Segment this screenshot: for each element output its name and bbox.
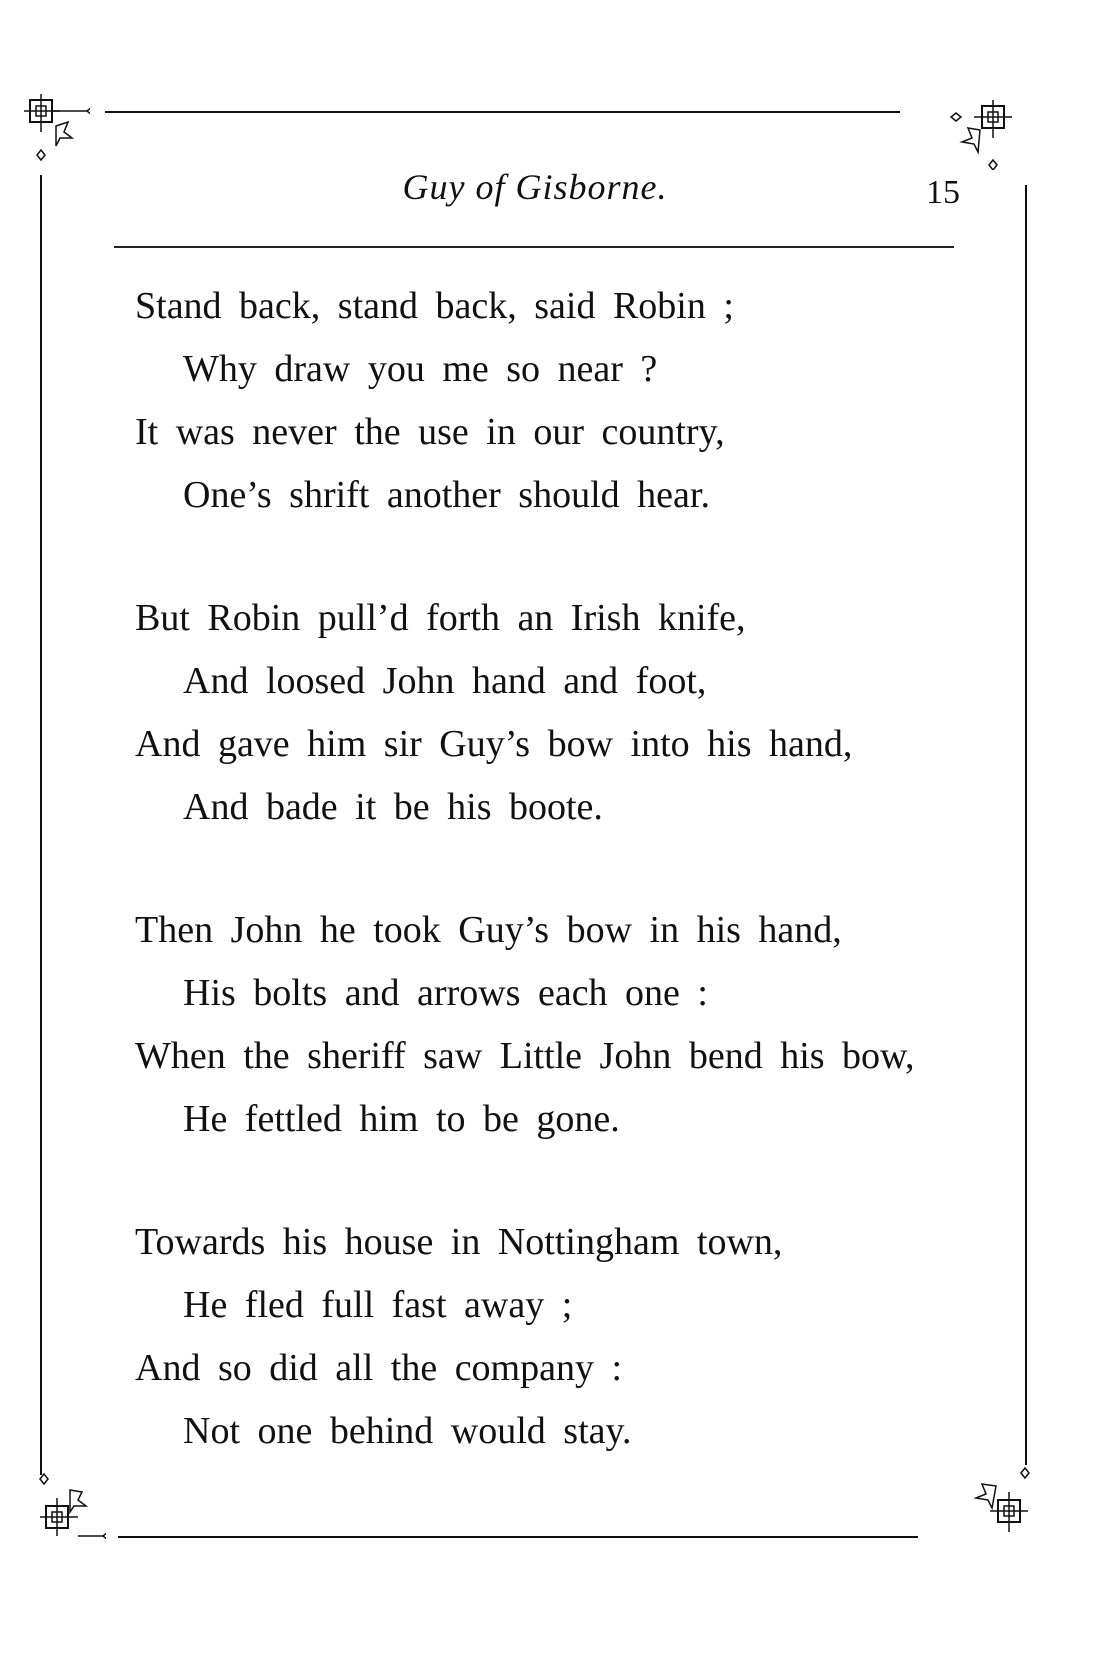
page-number: 15: [926, 174, 960, 211]
corner-ornament-top-right-icon: [950, 100, 1020, 170]
verse-line: Stand back, stand back, said Robin ;: [135, 285, 734, 327]
verse-line: Towards his house in Nottingham town,: [135, 1221, 783, 1263]
verse-line: And loosed John hand and foot,: [183, 660, 707, 702]
verse-line: But Robin pull’d forth an Irish knife,: [135, 597, 746, 639]
running-header: [110, 160, 960, 220]
verse-line: And bade it be his boote.: [183, 786, 603, 828]
header-rule: [114, 246, 954, 248]
stanza-4: [135, 1211, 995, 1463]
verse-line: His bolts and arrows each one :: [183, 972, 708, 1014]
verse-line: When the sheriff saw Little John bend his bow,: [135, 1035, 915, 1077]
verse-line: He fettled him to be gone.: [183, 1098, 620, 1140]
verse-line: Then John he took Guy’s bow in his hand,: [135, 909, 842, 951]
verse-line: Why draw you me so near ?: [183, 348, 658, 390]
stanza-2: [135, 587, 995, 839]
verse-line: And gave him sir Guy’s bow into his hand,: [135, 723, 853, 765]
running-title: Guy of Gisborne.: [402, 167, 668, 207]
verse-line: Not one behind would stay.: [183, 1410, 632, 1452]
corner-ornament-bottom-left-icon: [36, 1470, 106, 1540]
corner-ornament-top-left-icon: [20, 92, 90, 162]
frame-right-rule: [1025, 185, 1027, 1465]
stanza-3: [135, 899, 995, 1151]
verse-line: He fled full fast away ;: [183, 1284, 573, 1326]
frame-left-rule: [40, 175, 42, 1475]
frame-top-rule: [105, 111, 900, 113]
stanza-1: [135, 275, 995, 527]
verse-line: And so did all the company :: [135, 1347, 623, 1389]
frame-bottom-rule: [118, 1536, 918, 1538]
verse-line: One’s shrift another should hear.: [183, 474, 710, 516]
verse-line: It was never the use in our country,: [135, 411, 725, 453]
verse-body: [135, 275, 995, 1523]
